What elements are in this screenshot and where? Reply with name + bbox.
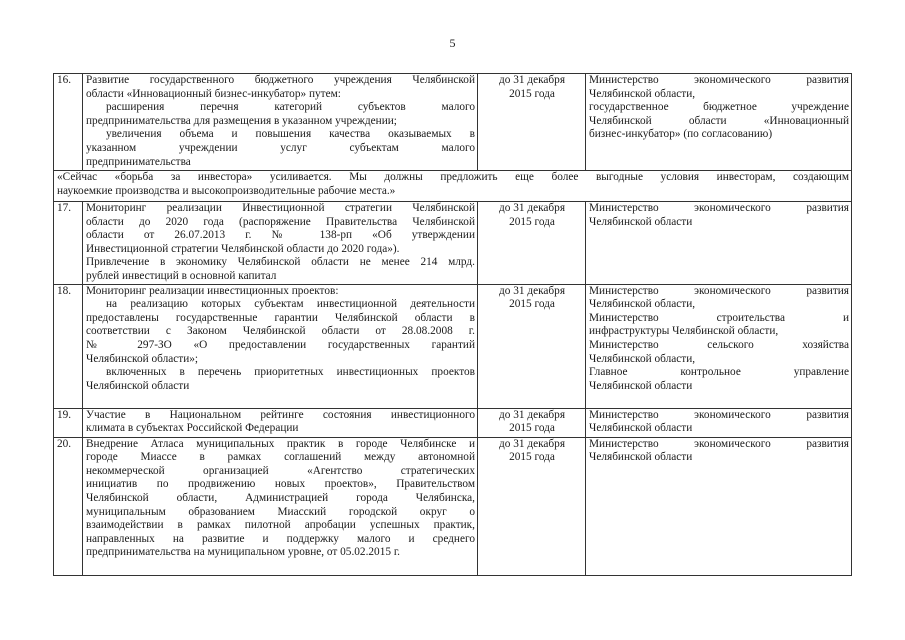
action-plan-table — [53, 73, 852, 576]
text-line: Внедрение Атласа муниципальных практик в городе Челябинске и — [86, 437, 475, 450]
text-line: области «Инновационный бизнес-инкубатор» путем: — [86, 87, 341, 100]
text-line: Министерство сельского хозяйства — [589, 338, 849, 351]
text-line: указанном учреждении услуг субъектам малого — [86, 141, 475, 154]
text-line: Челябинской области — [589, 451, 693, 464]
text-line: Министерство экономического развития — [589, 408, 849, 421]
text-line: Министерство строительства и — [589, 311, 849, 324]
text-line: Челябинской области — [589, 215, 693, 228]
text-line: области до 2020 года (распоряжение Правительства Челябинской — [86, 215, 475, 228]
text-line: Инвестиционной стратегии Челябинской области до 2020 года»). — [86, 242, 400, 255]
text-line: включенных в перечень приоритетных инвестиционных проектов — [106, 366, 475, 379]
text-line: до 31 декабря — [498, 74, 566, 86]
deadline — [478, 284, 586, 408]
deadline — [478, 408, 586, 437]
text-line: муниципальным образованием Миасский городской округ о — [86, 505, 475, 518]
row-number: 20. — [54, 437, 83, 575]
text-line: Министерство экономического развития — [589, 437, 849, 450]
text-line: «Сейчас «борьба за инвестора» усиливается. Мы должны предложить еще более выгодные условия инвесторам, создающим — [57, 171, 849, 183]
text-line: 2015 года — [509, 451, 555, 464]
row-number: 17. — [54, 202, 83, 285]
deadline — [478, 202, 586, 285]
text-line: предпринимательства для размещения в указанном учреждении; — [86, 114, 397, 127]
text-line: государственное бюджетное учреждение — [589, 101, 849, 114]
text-line: городе Миассе в рамках соглашений между автономной — [86, 451, 475, 464]
action-description — [83, 408, 478, 437]
text-line: 2015 года — [509, 422, 555, 435]
text-line: Мониторинг реализации инвестиционных проектов: — [86, 284, 339, 297]
text-line: бизнес-инкубатор» (по согласованию) — [589, 128, 773, 141]
table-row-16 — [54, 74, 852, 171]
text-line: Челябинской области «Инновационный — [589, 114, 849, 127]
text-line: до 31 декабря — [498, 284, 566, 297]
text-line: предпринимательства — [86, 155, 191, 168]
text-line: Челябинской области — [589, 379, 693, 392]
text-line: климата в субъектах Российской Федерации — [86, 422, 299, 435]
text-line: Челябинской области, — [589, 87, 696, 100]
text-line: Челябинской области — [86, 379, 190, 392]
table-row-20 — [54, 437, 852, 575]
text-line: некоммерческой организацией «Агентство стратегических — [86, 464, 475, 477]
text-line: соответствии с Законом Челябинской области от 28.08.2008 г. — [86, 325, 475, 338]
action-description — [83, 74, 478, 171]
text-line: рублей инвестиций в основной капитал — [86, 269, 277, 282]
text-line: 2015 года — [509, 215, 555, 228]
deadline — [478, 74, 586, 171]
table-row-19 — [54, 408, 852, 437]
text-line: Министерство экономического развития — [589, 74, 849, 86]
deadline — [478, 437, 586, 575]
text-line: расширения перечня категорий субъектов малого — [106, 101, 475, 114]
executor — [586, 437, 852, 575]
text-line: № 297-ЗО «О предоставлении государственных гарантий — [86, 338, 475, 351]
executor — [586, 408, 852, 437]
text-line: Мониторинг реализации Инвестиционной стратегии Челябинской — [86, 202, 475, 214]
text-line: Министерство экономического развития — [589, 284, 849, 297]
text-line: Участие в Национальном рейтинге состояния инвестиционного — [86, 408, 475, 421]
text-line: Развитие государственного бюджетного учреждения Челябинской — [86, 74, 475, 86]
executor — [586, 202, 852, 285]
text-line: Министерство экономического развития — [589, 202, 849, 214]
action-description — [83, 437, 478, 575]
text-line: Челябинской области, — [589, 298, 696, 311]
executor — [586, 74, 852, 171]
text-line: 2015 года — [509, 87, 555, 100]
table-row-18 — [54, 284, 852, 408]
quote-row — [54, 171, 852, 202]
table-row-17 — [54, 202, 852, 285]
text-line: на реализацию которых субъектам инвестиционной деятельности — [106, 298, 475, 311]
text-line: Привлечение в экономику Челябинской области не менее 214 млрд. — [86, 256, 475, 269]
text-line: области от 26.07.2013 г. № 138-рп «Об утверждении — [86, 229, 475, 242]
text-line: Челябинской области, Администрацией города Челябинска, — [86, 491, 475, 504]
text-line: наукоемкие производства и высокопроизводительные рабочие места.» — [57, 184, 396, 197]
text-line: увеличения объема и повышения качества оказываемых в — [106, 128, 475, 141]
text-line: Челябинской области, — [589, 352, 696, 365]
text-line: Главное контрольное управление — [589, 366, 849, 379]
text-line: взаимодействии в рамках пилотной апробации успешных практик, — [86, 519, 475, 532]
text-line: 2015 года — [509, 298, 555, 311]
text-line: до 31 декабря — [498, 202, 566, 214]
text-line: до 31 декабря — [498, 437, 566, 450]
executor — [586, 284, 852, 408]
text-line: до 31 декабря — [498, 408, 566, 421]
text-line: направленных на развитие и поддержку малого и среднего — [86, 532, 475, 545]
text-line: Челябинской области»; — [86, 352, 199, 365]
text-line: инфраструктуры Челябинской области, — [589, 325, 779, 338]
row-number: 18. — [54, 284, 83, 408]
action-description — [83, 202, 478, 285]
row-number: 19. — [54, 408, 83, 437]
text-line: инициатив по продвижению новых проектов», Правительством — [86, 478, 475, 491]
text-line: предоставлены государственные гарантии Челябинской области в — [86, 311, 475, 324]
action-description — [83, 284, 478, 408]
page-number: 5 — [449, 36, 456, 50]
text-line: предпринимательства на муниципальном уровне, от 05.02.2015 г. — [86, 546, 401, 559]
quote-text — [54, 171, 852, 202]
text-line: Челябинской области — [589, 422, 693, 435]
row-number: 16. — [54, 74, 83, 171]
